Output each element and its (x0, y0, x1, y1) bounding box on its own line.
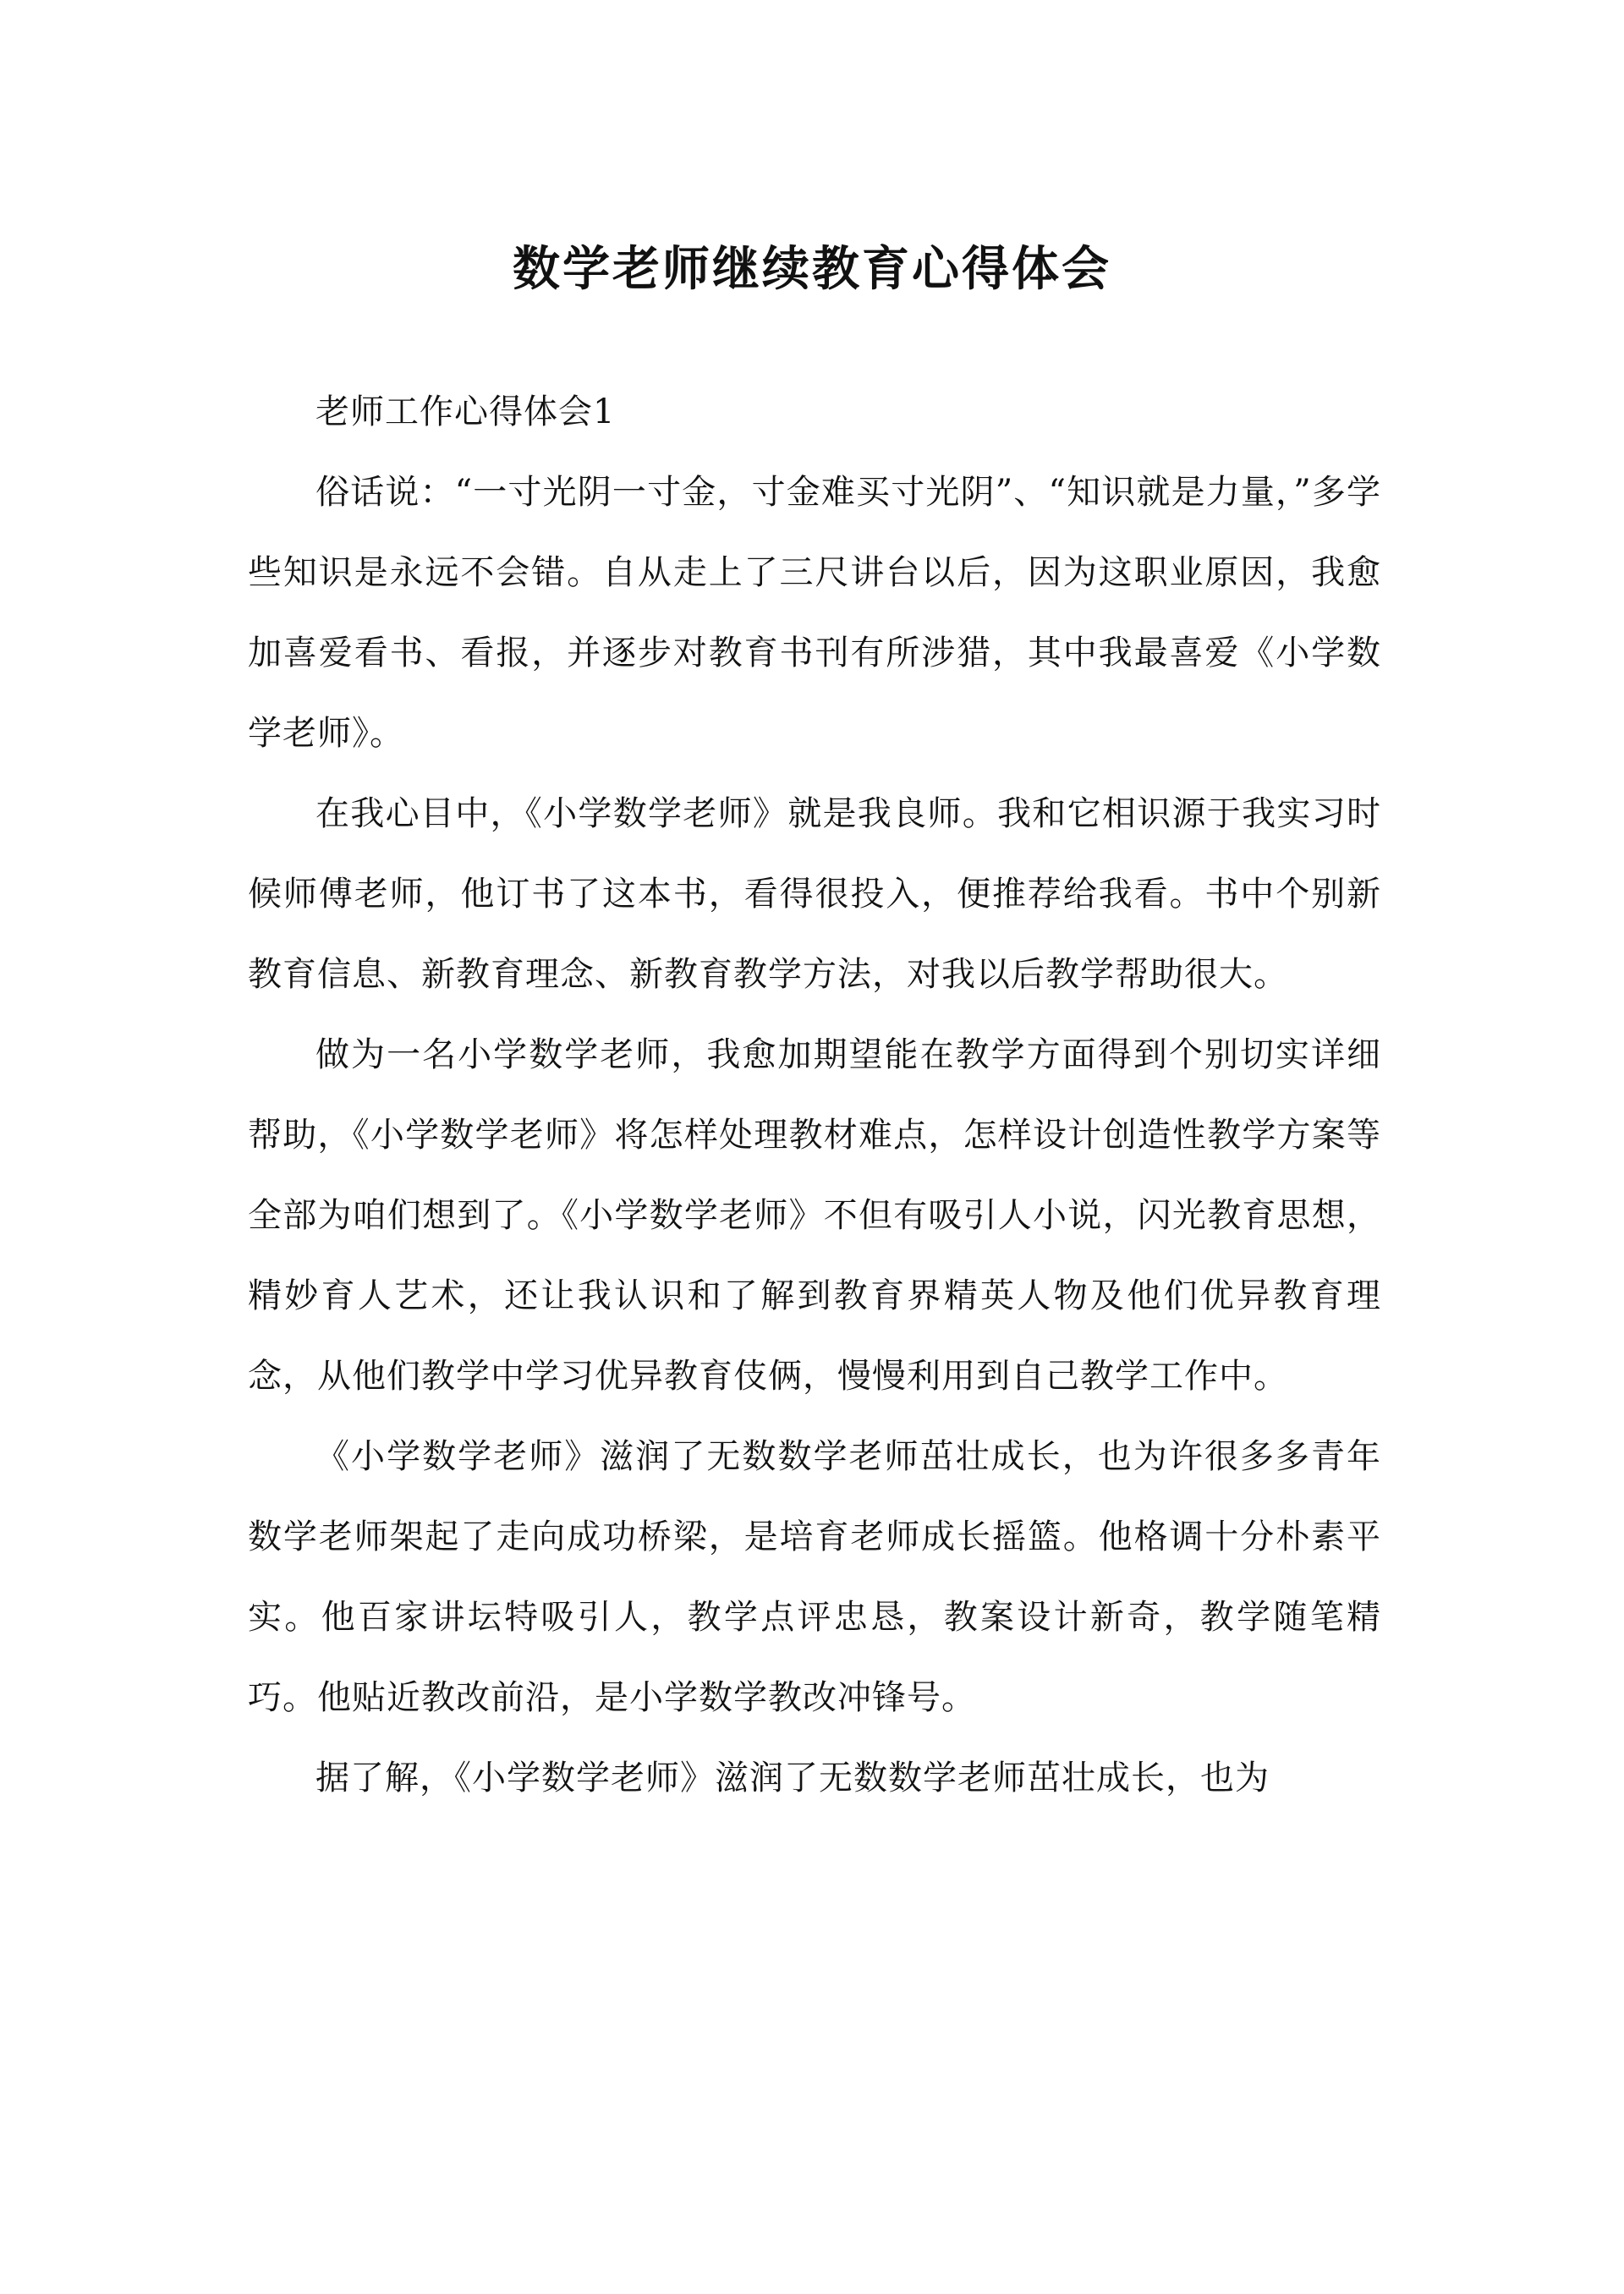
paragraph: 做为一名小学数学老师，我愈加期望能在教学方面得到个别切实详细帮助，《小学数学老师》将怎样处理教材难点，怎样设计创造性教学方案等全部为咱们想到了。《小学数学老师》不但有吸引人小说，闪光教育思想，精妙育人艺术，还让我认识和了解到教育界精英人物及他们优异教育理念，从他们教学中学习优异教育伎俩，慢慢利用到自己教学工作中。 (248, 1035, 1381, 1396)
section-heading: 老师工作心得体会1 (315, 392, 616, 431)
paragraph: 俗话说：“一寸光阴一寸金，寸金难买寸光阴”、“知识就是力量，”多学些知识是永远不会错。自从走上了三尺讲台以后，因为这职业原因，我愈加喜爱看书、看报，并逐步对教育书刊有所涉猎，其中我最喜爱《小学数学老师》。 (248, 473, 1381, 753)
paragraph: 在我心目中，《小学数学老师》就是我良师。我和它相识源于我实习时候师傅老师，他订书了这本书，看得很投入，便推荐给我看。书中个别新教育信息、新教育理念、新教育教学方法，对我以后教学帮助很大。 (248, 794, 1381, 994)
paragraph: 《小学数学老师》滋润了无数数学老师茁壮成长，也为许很多多青年数学老师架起了走向成功桥梁，是培育老师成长摇篮。他格调十分朴素平实。他百家讲坛特吸引人，教学点评忠恳，教案设计新奇，教学随笔精巧。他贴近教改前沿，是小学数学教改冲锋号。 (248, 1437, 1381, 1717)
document-title: 数学老师继续教育心得体会 (513, 240, 1111, 297)
paragraph: 据了解，《小学数学老师》滋润了无数数学老师茁壮成长，也为 (315, 1759, 1270, 1797)
document-body (248, 372, 1381, 1819)
